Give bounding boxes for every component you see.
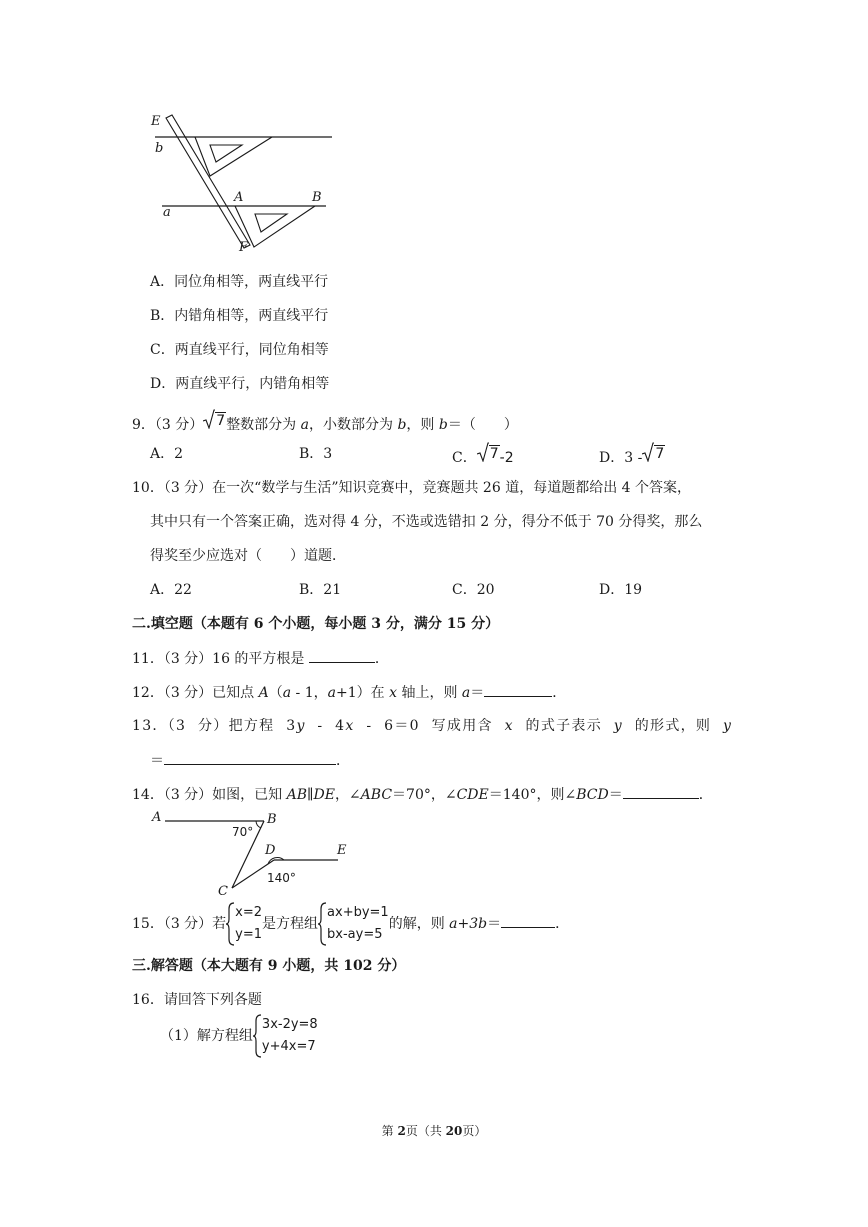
footer-text-2: 页（共 — [405, 1124, 446, 1138]
q13-var-y3: y — [722, 718, 733, 734]
q15-solution-system — [226, 902, 262, 946]
q11-end: ． — [374, 651, 389, 667]
q12-text-6: ＝ — [470, 685, 485, 701]
fig14-label-D: D — [265, 843, 276, 858]
q14-text-4: ＝140°，则∠ — [488, 787, 577, 803]
q13-text-2: - 4 — [305, 718, 346, 734]
q15-expression: a+3b — [449, 916, 488, 932]
q13-var-y2: y — [613, 718, 623, 734]
q11-text: 11．（3 分）16 的平方根是 — [132, 651, 309, 667]
q15-text-2: 是方程组 — [262, 916, 319, 932]
q15-equation-2: bx-ay=5 — [327, 927, 383, 942]
q10-line-2: 其中只有一个答案正确，选对得 4 分，不选或选错扣 2 分，得分不低于 70 分得奖，那么 — [150, 514, 703, 530]
q14-text-1: 14．（3 分）如图，已知 — [132, 787, 287, 803]
question-13-line-1 — [132, 716, 732, 736]
footer-page-number: 2 — [397, 1124, 406, 1138]
q16-part-1 — [160, 1014, 318, 1058]
fig14-angle-140: 140° — [267, 871, 296, 885]
q9-option-a: A．2 — [150, 446, 184, 462]
q12-text-5: 轴上，则 — [397, 685, 462, 701]
q15-solution-brace — [226, 902, 235, 946]
q15-solution-x: x=2 — [235, 905, 263, 920]
q9-var-b: b — [397, 417, 407, 433]
question-12 — [132, 682, 566, 703]
figure-parallel-lines-triangles — [150, 110, 340, 260]
q13-var-x2: x — [504, 718, 514, 734]
q16-equation-system — [253, 1014, 318, 1058]
page-footer — [0, 1122, 868, 1139]
q16-equation-2: y+4x=7 — [261, 1039, 316, 1054]
q9-radicand: 7 — [216, 413, 226, 429]
section-2-heading: 二.填空题（本题有 6 个小题，每小题 3 分，满分 15 分） — [132, 616, 500, 632]
q8-option-b: B．内错角相等，两直线平行 — [150, 308, 329, 324]
q12-text-4: +1）在 — [336, 685, 390, 701]
fig8-label-b: b — [155, 141, 164, 156]
q10-line-1: 10．（3 分）在一次“数学与生活”知识竞赛中，竞赛题共 26 道，每道题都给出 4 个答案， — [132, 480, 692, 496]
question-13-line-2 — [150, 750, 350, 771]
q14-text-2: ，∠ — [334, 787, 361, 803]
q15-equation-1: ax+by=1 — [327, 905, 389, 920]
fig14-label-B: B — [267, 812, 277, 827]
q9-option-c-radicand: 7 — [489, 446, 499, 462]
q13-text-1: 13．（3 分）把方程 3 — [132, 718, 297, 734]
q9-var-b2: b — [438, 417, 448, 433]
q14-text-3: ＝70°，∠ — [392, 787, 457, 803]
q12-point-A: A — [258, 685, 269, 701]
fig8-label-E: E — [151, 114, 161, 129]
fig14-label-C: C — [218, 884, 228, 899]
q13-equals: ＝ — [150, 753, 164, 769]
q14-angle-abc: ABC — [360, 787, 393, 803]
q9-option-c-suffix: -2 — [499, 450, 514, 466]
q10-line-3: 得奖至少应选对（ ）道题． — [150, 548, 346, 564]
q10-option-d: D．19 — [599, 582, 643, 598]
q14-angle-bcd: BCD — [576, 787, 609, 803]
q15-end: ． — [555, 916, 570, 932]
question-15 — [132, 902, 569, 946]
fig8-label-a: a — [163, 205, 171, 220]
q9-number: 9．（3 分） — [132, 417, 204, 433]
fig8-label-B: B — [312, 190, 322, 205]
q12-var-a3: a — [461, 685, 471, 701]
q9-sqrt — [203, 409, 226, 429]
q11-answer-blank[interactable] — [309, 648, 375, 663]
q8-option-c: C．两直线平行，同位角相等 — [150, 342, 329, 358]
q16-equation-1: 3x-2y=8 — [261, 1017, 318, 1032]
q9-var-a: a — [300, 417, 309, 433]
q9-option-c — [452, 442, 514, 468]
q9-option-d — [599, 442, 665, 468]
q15-equation-system — [318, 902, 389, 946]
q14-parallel-ab-de: AB∥DE — [286, 787, 335, 803]
section-3-heading: 三.解答题（本大题有 9 小题，共 102 分） — [132, 958, 406, 974]
q14-text-5: ＝ — [608, 787, 623, 803]
fig14-label-E: E — [337, 843, 347, 858]
q12-end: ． — [552, 685, 567, 701]
q13-var-y1: y — [296, 718, 306, 734]
q13-answer-blank[interactable] — [164, 750, 336, 765]
q13-text-5: 的形式，则 — [622, 718, 723, 734]
q15-text-3: 的解，则 — [388, 916, 450, 932]
q16-brace — [253, 1014, 262, 1058]
q13-var-x1: x — [345, 718, 355, 734]
q12-answer-blank[interactable] — [484, 682, 552, 697]
footer-text-1: 第 — [381, 1124, 398, 1138]
q14-answer-blank[interactable] — [623, 784, 699, 799]
question-14 — [132, 784, 713, 805]
q9-option-c-sqrt — [477, 442, 500, 462]
q9-text-1: 整数部分为 — [226, 417, 301, 433]
q12-text-3: - 1， — [291, 685, 328, 701]
q9-option-c-prefix: C． — [452, 450, 477, 466]
question-11 — [132, 648, 389, 669]
q10-option-c: C．20 — [452, 582, 495, 598]
question-9 — [132, 409, 518, 435]
q15-equation-brace — [318, 902, 327, 946]
q10-option-a: A．22 — [150, 582, 192, 598]
fig8-label-F: F — [239, 240, 249, 255]
q8-option-a: A．同位角相等，两直线平行 — [150, 274, 329, 290]
q9-option-b: B．3 — [299, 446, 333, 462]
fig14-label-A: A — [152, 810, 162, 825]
q13-end: ． — [336, 753, 350, 769]
figure-angles-q14 — [150, 812, 360, 900]
q9-text-2: ，小数部分为 — [309, 417, 398, 433]
q12-text-2: （ — [268, 685, 283, 701]
q15-solution-y: y=1 — [235, 927, 263, 942]
fig14-angle-70: 70° — [232, 825, 254, 839]
q13-text-4: 的式子表示 — [513, 718, 614, 734]
q9-text-4: ＝（ ） — [447, 417, 518, 433]
q9-option-d-prefix: D．3 - — [599, 450, 643, 466]
q14-end: ． — [698, 787, 713, 803]
fig8-label-A: A — [234, 190, 244, 205]
q12-var-a2: a — [327, 685, 337, 701]
q12-var-x: x — [389, 685, 398, 701]
footer-total-pages: 20 — [445, 1124, 463, 1138]
q9-text-3: ，则 — [406, 417, 439, 433]
q8-option-d: D．两直线平行，内错角相等 — [150, 376, 330, 392]
q15-text-1: 15．（3 分）若 — [132, 916, 227, 932]
q12-var-a1: a — [282, 685, 292, 701]
q9-option-d-radicand: 7 — [655, 446, 665, 462]
q16-title: 16．请回答下列各题 — [132, 992, 262, 1008]
q16-part-1-label: （1）解方程组 — [160, 1028, 253, 1044]
q9-option-d-sqrt — [642, 442, 665, 462]
q12-text-1: 12．（3 分）已知点 — [132, 685, 259, 701]
footer-text-3: 页） — [462, 1124, 487, 1138]
q10-option-b: B．21 — [299, 582, 342, 598]
q14-angle-cde: CDE — [456, 787, 489, 803]
q13-text-3: - 6＝0 写成用含 — [354, 718, 505, 734]
q15-answer-blank[interactable] — [501, 913, 555, 928]
q15-text-4: ＝ — [487, 916, 502, 932]
